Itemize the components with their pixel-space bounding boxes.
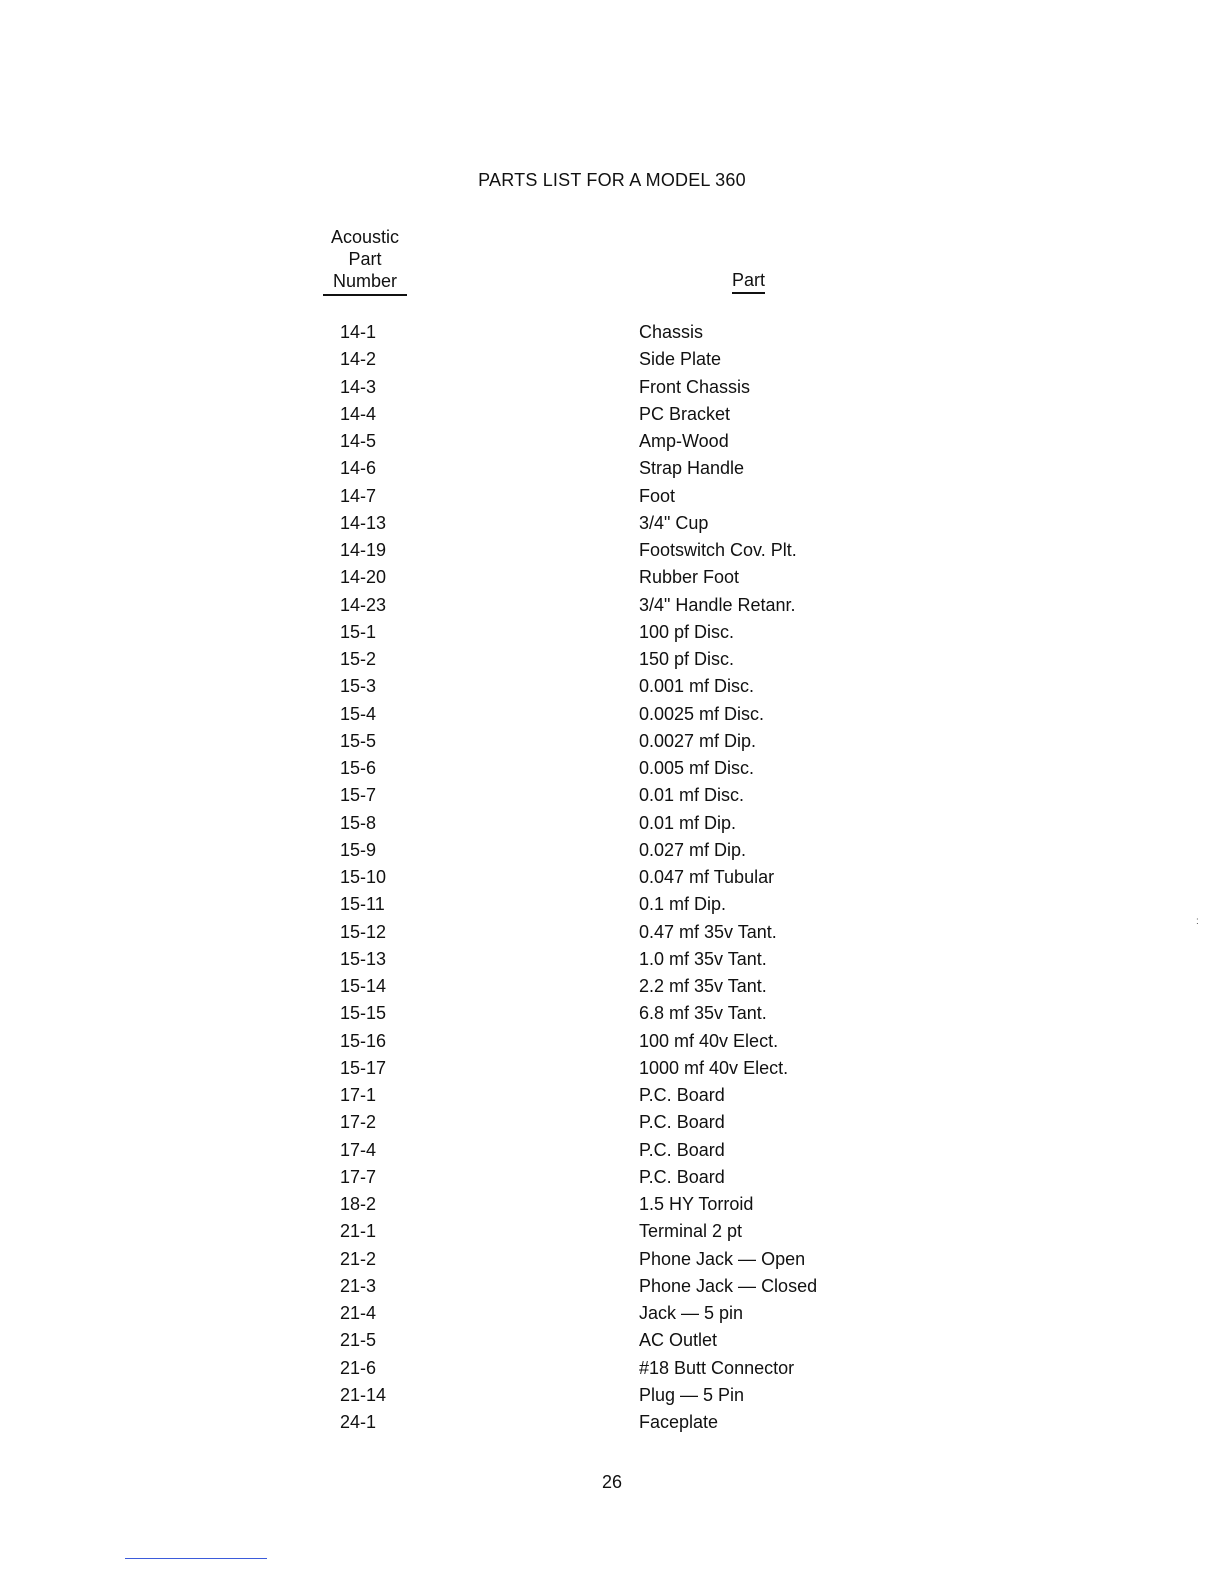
- column-header-part: Part: [732, 270, 765, 294]
- part-description: 2.2 mf 35v Tant.: [639, 976, 767, 996]
- part-number: 14-3: [340, 376, 377, 397]
- table-row: [0, 867, 1224, 894]
- table-row: [0, 1303, 1224, 1330]
- part-description: 100 mf 40v Elect.: [639, 1030, 779, 1051]
- part-number: 18-2: [340, 1194, 377, 1214]
- table-row: [0, 1412, 1224, 1439]
- part-number: 14-7: [340, 485, 377, 506]
- part-number: 14-20: [340, 567, 387, 588]
- part-number: 15-4: [340, 703, 377, 724]
- column-header-part-number: [323, 226, 407, 296]
- part-description: 0.001 mf Disc.: [639, 676, 755, 697]
- table-row: [0, 513, 1224, 540]
- part-number: 14-19: [340, 540, 387, 560]
- table-row: [0, 922, 1224, 949]
- table-row: [0, 1003, 1224, 1030]
- part-number: 15-10: [340, 867, 387, 887]
- header-line-part: Part: [348, 249, 382, 269]
- part-number: 15-11: [340, 894, 385, 915]
- part-description: 0.0027 mf Dip.: [639, 730, 757, 751]
- table-row: [0, 1194, 1224, 1221]
- part-description: 0.47 mf 35v Tant.: [639, 921, 777, 942]
- part-number: 17-1: [340, 1085, 377, 1105]
- part-number: 15-1: [340, 621, 377, 642]
- table-row: [0, 1112, 1224, 1139]
- table-row: [0, 1058, 1224, 1085]
- part-number: 15-3: [340, 676, 377, 697]
- table-row: [0, 976, 1224, 1003]
- part-description: Jack — 5 pin: [639, 1303, 744, 1323]
- table-row: [0, 813, 1224, 840]
- table-row: [0, 622, 1224, 649]
- part-description: 0.01 mf Disc.: [639, 785, 745, 806]
- part-description: 3/4" Handle Retanr.: [639, 594, 796, 615]
- part-number: 14-1: [340, 322, 377, 342]
- table-row: [0, 1358, 1224, 1385]
- part-number: 14-6: [340, 458, 377, 479]
- part-description: 0.0025 mf Disc.: [639, 703, 765, 724]
- part-number: 15-7: [340, 785, 377, 806]
- part-description: Plug — 5 Pin: [639, 1384, 745, 1405]
- part-description: 0.005 mf Disc.: [639, 758, 755, 778]
- table-row: [0, 1385, 1224, 1412]
- part-number: 17-7: [340, 1166, 377, 1187]
- table-row: [0, 676, 1224, 703]
- table-row: [0, 1167, 1224, 1194]
- header-line-number: Number: [332, 271, 398, 291]
- part-description: P.C. Board: [639, 1139, 725, 1160]
- table-row: [0, 404, 1224, 431]
- margin-mark: :: [1196, 916, 1199, 927]
- part-number: 17-2: [340, 1112, 377, 1133]
- part-number: 21-5: [340, 1330, 377, 1351]
- table-row: [0, 595, 1224, 622]
- part-description: 1.5 HY Torroid: [639, 1194, 754, 1214]
- part-number: 15-14: [340, 976, 387, 996]
- part-description: AC Outlet: [639, 1330, 718, 1351]
- part-number: 24-1: [340, 1412, 377, 1432]
- part-description: 0.047 mf Tubular: [639, 867, 775, 887]
- part-description: Foot: [639, 485, 676, 506]
- part-number: 15-13: [340, 948, 387, 969]
- part-number: 21-4: [340, 1303, 377, 1323]
- part-description: Rubber Foot: [639, 567, 740, 588]
- part-description: 3/4" Cup: [639, 512, 709, 533]
- part-description: PC Bracket: [639, 403, 731, 424]
- part-description: 0.1 mf Dip.: [639, 894, 727, 915]
- part-description: Strap Handle: [639, 458, 745, 479]
- table-row: [0, 1221, 1224, 1248]
- table-row: [0, 1031, 1224, 1058]
- part-description: P.C. Board: [639, 1085, 725, 1105]
- part-description: 6.8 mf 35v Tant.: [639, 1003, 767, 1024]
- table-row: [0, 486, 1224, 513]
- table-row: [0, 785, 1224, 812]
- page-number: 26: [601, 1472, 623, 1492]
- table-row: [0, 1249, 1224, 1276]
- part-description: 0.01 mf Dip.: [639, 812, 737, 833]
- part-description: 0.027 mf Dip.: [639, 839, 747, 860]
- part-description: Front Chassis: [639, 376, 751, 397]
- table-row: [0, 1330, 1224, 1357]
- header-line-acoustic: Acoustic: [330, 227, 400, 247]
- part-number: 14-4: [340, 403, 377, 424]
- part-number: 15-5: [340, 730, 377, 751]
- table-row: [0, 1085, 1224, 1112]
- part-description: Chassis: [639, 322, 704, 342]
- part-number: 21-6: [340, 1357, 377, 1378]
- part-number: 15-15: [340, 1003, 387, 1024]
- table-row: [0, 731, 1224, 758]
- part-description: Side Plate: [639, 349, 722, 370]
- part-number: 15-16: [340, 1030, 387, 1051]
- part-number: 21-14: [340, 1384, 387, 1405]
- part-description: 1.0 mf 35v Tant.: [639, 948, 767, 969]
- part-number: 15-6: [340, 758, 377, 778]
- table-row: [0, 840, 1224, 867]
- part-number: 14-5: [340, 431, 377, 451]
- table-row: [0, 758, 1224, 785]
- part-number: 15-2: [340, 649, 377, 669]
- part-number: 15-17: [340, 1057, 387, 1078]
- part-number: 21-2: [340, 1248, 377, 1269]
- bottom-rule: [125, 1558, 267, 1559]
- part-description: 150 pf Disc.: [639, 649, 735, 669]
- parts-list: [0, 322, 1224, 1439]
- part-number: 21-3: [340, 1275, 377, 1296]
- part-description: Footswitch Cov. Plt.: [639, 540, 797, 560]
- table-row: [0, 704, 1224, 731]
- table-row: [0, 1276, 1224, 1303]
- part-number: 15-8: [340, 812, 377, 833]
- part-number: 14-13: [340, 512, 387, 533]
- table-row: [0, 540, 1224, 567]
- part-description: P.C. Board: [639, 1166, 725, 1187]
- part-description: Terminal 2 pt: [639, 1221, 743, 1242]
- part-description: #18 Butt Connector: [639, 1357, 795, 1378]
- table-row: [0, 1140, 1224, 1167]
- table-row: [0, 431, 1224, 458]
- table-row: [0, 322, 1224, 349]
- part-number: 21-1: [340, 1221, 377, 1242]
- table-row: [0, 649, 1224, 676]
- table-row: [0, 894, 1224, 921]
- part-description: Amp-Wood: [639, 431, 729, 451]
- part-number: 14-2: [340, 349, 377, 370]
- part-description: P.C. Board: [639, 1112, 725, 1133]
- part-number: 14-23: [340, 594, 387, 615]
- page-title: PARTS LIST FOR A MODEL 360: [478, 170, 746, 190]
- table-row: [0, 349, 1224, 376]
- table-row: [0, 567, 1224, 594]
- table-row: [0, 377, 1224, 404]
- part-description: 100 pf Disc.: [639, 621, 735, 642]
- part-description: Phone Jack — Open: [639, 1248, 806, 1269]
- part-description: Phone Jack — Closed: [639, 1275, 818, 1296]
- table-row: [0, 949, 1224, 976]
- part-number: 15-9: [340, 839, 377, 860]
- part-description: 1000 mf 40v Elect.: [639, 1057, 789, 1078]
- table-row: [0, 458, 1224, 485]
- part-number: 15-12: [340, 921, 387, 942]
- part-number: 17-4: [340, 1139, 377, 1160]
- part-description: Faceplate: [639, 1412, 719, 1432]
